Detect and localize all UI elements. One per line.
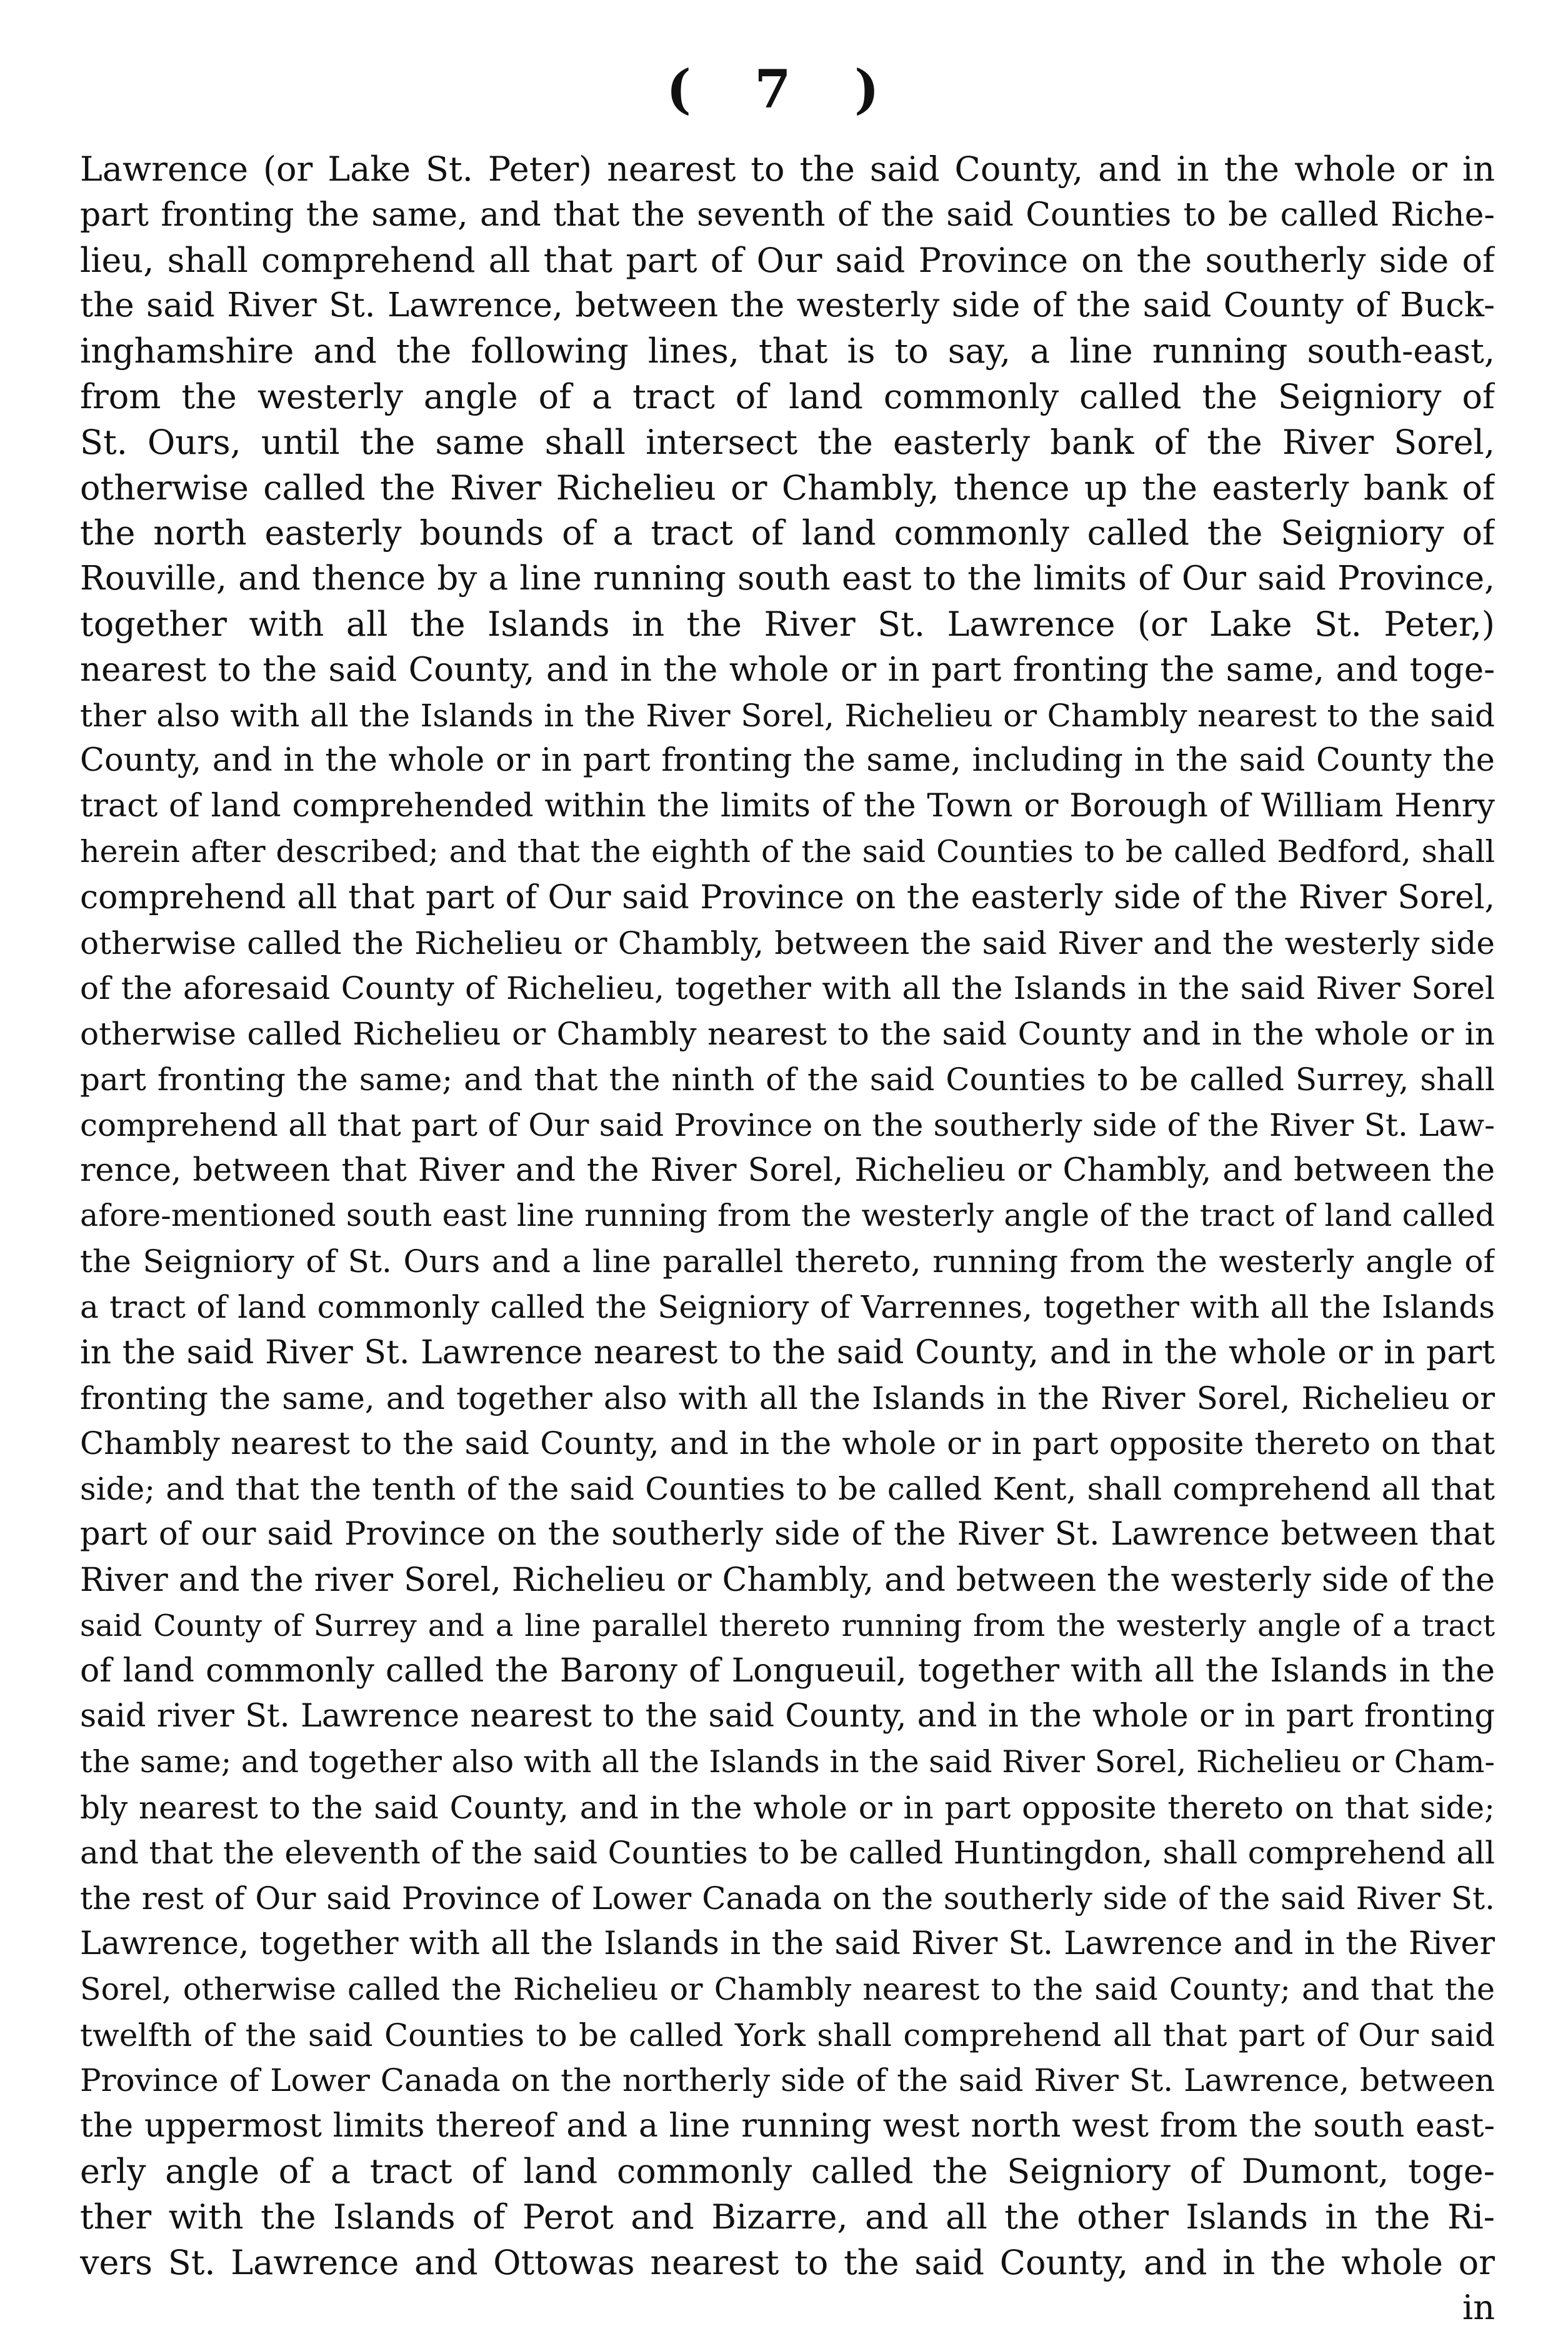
text-line: part fronting the same; and that the ninth of the said Counties to be called Surrey, shall [80, 1061, 1495, 1098]
text-line: rence, between that River and the River Sorel, Richelieu or Chambly, and between the [80, 1151, 1495, 1189]
text-line: the same; and together also with all the Islands in the said River Sorel, Richelieu or Cham- [80, 1743, 1495, 1780]
text-line: twelfth of the said Counties to be called York shall comprehend all that part of Our said [80, 2017, 1495, 2053]
text-line: the uppermost limits thereof and a line running west north west from the south east- [80, 2107, 1495, 2145]
text-line: nearest to the said County, and in the whole or in part fronting the same, and toge- [80, 650, 1495, 689]
text-line: County, and in the whole or in part fronting the same, including in the said County the [80, 742, 1495, 780]
text-line: comprehend all that part of Our said Province on the southerly side of the River St. Law- [80, 1106, 1495, 1143]
text-line: Rouville, and thence by a line running south east to the limits of Our said Province, [80, 559, 1495, 598]
page-number: ( 7 ) [666, 58, 902, 120]
text-line: inghamshire and the following lines, that is to say, a line running south-east, [80, 331, 1495, 371]
body-text [80, 147, 1495, 2331]
text-line: the north easterly bounds of a tract of land commonly called the Seigniory of [80, 513, 1495, 553]
text-line: comprehend all that part of Our said Province on the easterly side of the River Sorel, [80, 878, 1495, 916]
text-line: Province of Lower Canada on the northerly side of the said River St. Lawrence, between [80, 2062, 1495, 2099]
text-line: tract of land comprehended within the limits of the Town or Borough of William Henry [80, 788, 1495, 825]
text-line: part of our said Province on the southerly side of the River St. Lawrence between that [80, 1515, 1495, 1553]
text-line: otherwise called Richelieu or Chambly nearest to the said County and in the whole or in [80, 1016, 1495, 1053]
text-line: the Seigniory of St. Ours and a line parallel thereto, running from the westerly angle of [80, 1243, 1495, 1280]
text-line: otherwise called the Richelieu or Chambly, between the said River and the westerly side [80, 925, 1495, 961]
text-line: St. Ours, until the same shall intersect the easterly bank of the River Sorel, [80, 422, 1495, 462]
catchword: in [1462, 2288, 1495, 2328]
text-line: bly nearest to the said County, and in the whole or in part opposite thereto on that side; [80, 1789, 1495, 1826]
text-line: side; and that the tenth of the said Counties to be called Kent, shall comprehend all that [80, 1471, 1495, 1508]
text-line: Lawrence (or Lake St. Peter) nearest to the said County, and in the whole or in [80, 149, 1495, 189]
text-line: lieu, shall comprehend all that part of Our said Province on the southerly side of [80, 240, 1495, 280]
text-line: the rest of Our said Province of Lower Canada on the southerly side of the said River St. [80, 1880, 1495, 1917]
text-line: erly angle of a tract of land commonly called the Seigniory of Dumont, toge- [80, 2152, 1495, 2192]
text-line: the said River St. Lawrence, between the westerly side of the said County of Buck- [80, 286, 1495, 325]
text-line: ther with the Islands of Perot and Bizarre, and all the other Islands in the Ri- [80, 2197, 1495, 2237]
text-line: of the aforesaid County of Richelieu, together with all the Islands in the said River Sorel [80, 970, 1495, 1007]
text-line: vers St. Lawrence and Ottowas nearest to the said County, and in the whole or [80, 2242, 1495, 2282]
text-line: River and the river Sorel, Richelieu or Chambly, and between the westerly side of the [80, 1561, 1495, 1599]
text-line: otherwise called the River Richelieu or Chambly, thence up the easterly bank of [80, 468, 1495, 508]
text-line: fronting the same, and together also with all the Islands in the River Sorel, Richelieu or [80, 1380, 1495, 1416]
text-line: and that the eleventh of the said Counties to be called Huntingdon, shall comprehend all [80, 1835, 1495, 1872]
text-line: Lawrence, together with all the Islands in the said River St. Lawrence and in the River [80, 1925, 1495, 1963]
text-line: afore-mentioned south east line running from the westerly angle of the tract of land called [80, 1198, 1495, 1234]
text-line: of land commonly called the Barony of Longueuil, together with all the Islands in the [80, 1652, 1495, 1690]
text-line: Chambly nearest to the said County, and in the whole or in part opposite thereto on that [80, 1425, 1495, 1462]
text-line: Sorel, otherwise called the Richelieu or Chambly nearest to the said County; and that the [80, 1971, 1495, 2007]
text-line: herein after described; and that the eighth of the said Counties to be called Bedford, shall [80, 833, 1495, 870]
text-line: together with all the Islands in the River St. Lawrence (or Lake St. Peter,) [80, 604, 1495, 644]
text-line: ther also with all the Islands in the River Sorel, Richelieu or Chambly nearest to the said [80, 697, 1495, 734]
text-line: part fronting the same, and that the seventh of the said Counties to be called Riche- [80, 196, 1495, 234]
text-line: from the westerly angle of a tract of land commonly called the Seigniory of [80, 376, 1495, 416]
text-line: said river St. Lawrence nearest to the said County, and in the whole or in part fronting [80, 1698, 1495, 1735]
text-line: in the said River St. Lawrence nearest to the said County, and in the whole or in part [80, 1333, 1495, 1371]
text-line: a tract of land commonly called the Seigniory of Varrennes, together with all the Islands [80, 1288, 1495, 1325]
text-line: said County of Surrey and a line parallel thereto running from the westerly angle of a tract [80, 1608, 1495, 1643]
